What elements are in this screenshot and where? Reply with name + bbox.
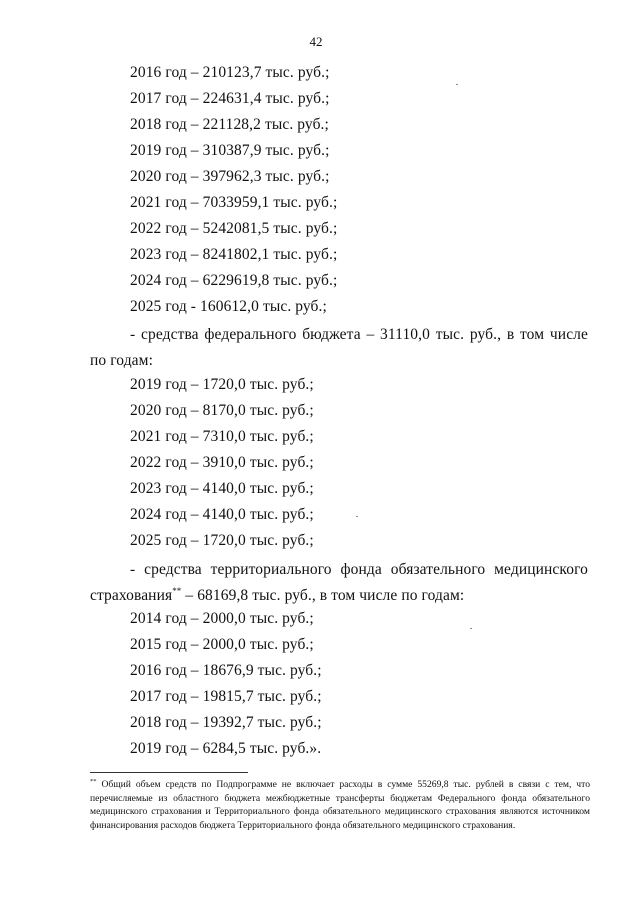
list-item: 2018 год – 19392,7 тыс. руб.; bbox=[130, 714, 322, 731]
footnote-divider bbox=[90, 772, 248, 773]
footnote-text: Общий объем средств по Подпрограмме не включает расходы в сумме 55269,8 тыс. рублей в связи с тем, что перечисляемые из областного бюджета межбюджетные трансферты бюджетам Федерального фонда обязательного медицинского страхования и Территориального фонда обязательного медицинского страхования являются источником финансирования расходов бюджета Территориального фонда обязательного медицинского страхования. bbox=[90, 779, 590, 831]
list-item: 2016 год – 18676,9 тыс. руб.; bbox=[130, 662, 322, 679]
list-item: 2022 год – 3910,0 тыс. руб.; bbox=[130, 454, 314, 471]
scan-speck bbox=[356, 516, 358, 517]
list-item: 2019 год – 6284,5 тыс. руб.». bbox=[130, 740, 322, 757]
list-item: 2015 год – 2000,0 тыс. руб.; bbox=[130, 636, 314, 653]
list-item: 2020 год – 8170,0 тыс. руб.; bbox=[130, 402, 314, 419]
footnote bbox=[90, 778, 590, 832]
footnote-mark: ** bbox=[90, 777, 97, 785]
scan-speck bbox=[456, 84, 458, 85]
list-item: 2025 год – 1720,0 тыс. руб.; bbox=[130, 532, 314, 549]
list-item: 2017 год – 19815,7 тыс. руб.; bbox=[130, 688, 322, 705]
list-item: 2017 год – 224631,4 тыс. руб.; bbox=[130, 90, 330, 107]
list-item: 2018 год – 221128,2 тыс. руб.; bbox=[130, 116, 329, 133]
list-item: 2025 год - 160612,0 тыс. руб.; bbox=[130, 298, 327, 315]
scan-speck bbox=[470, 628, 472, 629]
list-item: 2021 год – 7310,0 тыс. руб.; bbox=[130, 428, 314, 445]
list-item: 2022 год – 5242081,5 тыс. руб.; bbox=[130, 220, 338, 237]
list-item: 2019 год – 1720,0 тыс. руб.; bbox=[130, 376, 314, 393]
list-item: 2020 год – 397962,3 тыс. руб.; bbox=[130, 168, 330, 185]
list-item: 2019 год – 310387,9 тыс. руб.; bbox=[130, 142, 330, 159]
paragraph-text: – 68169,8 тыс. руб., в том числе по годам: bbox=[181, 587, 465, 604]
list-item: 2023 год – 4140,0 тыс. руб.; bbox=[130, 480, 314, 497]
list-item: 2023 год – 8241802,1 тыс. руб.; bbox=[130, 246, 338, 263]
list-item: 2024 год – 6229619,8 тыс. руб.; bbox=[130, 272, 338, 289]
list-item: 2024 год – 4140,0 тыс. руб.; bbox=[130, 506, 314, 523]
territorial-fund-paragraph bbox=[90, 557, 588, 609]
footnote-reference-mark: ** bbox=[172, 585, 182, 596]
list-item: 2014 год – 2000,0 тыс. руб.; bbox=[130, 610, 314, 627]
list-item: 2016 год – 210123,7 тыс. руб.; bbox=[130, 64, 330, 81]
list-item: 2021 год – 7033959,1 тыс. руб.; bbox=[130, 194, 338, 211]
page-number: 42 bbox=[309, 34, 323, 49]
federal-budget-paragraph: - средства федерального бюджета – 31110,0 тыс. руб., в том числе по годам: bbox=[90, 326, 588, 369]
paragraph-text: - средства территориального фонда обязательного медицинского страхования bbox=[90, 561, 588, 604]
